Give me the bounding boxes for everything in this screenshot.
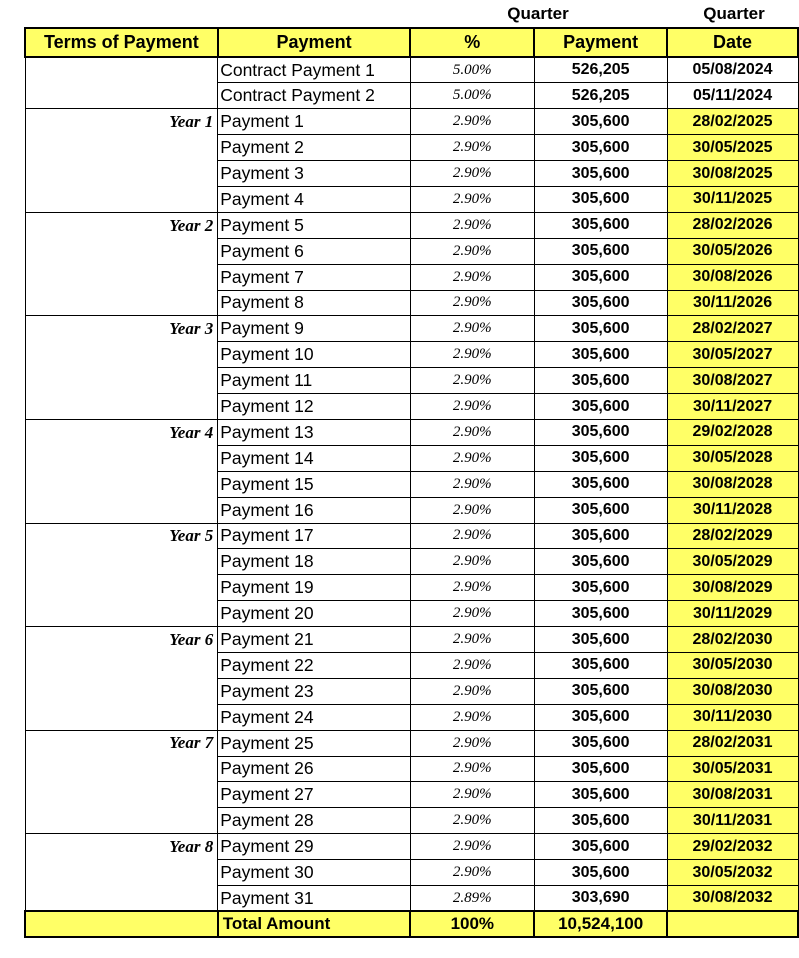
payment-name-cell: Payment 16 <box>218 497 411 523</box>
percent-cell: 2.90% <box>410 316 534 342</box>
date-cell: 30/11/2026 <box>667 290 798 316</box>
term-cell <box>25 368 218 394</box>
date-cell: 28/02/2029 <box>667 523 798 549</box>
percent-cell: 2.90% <box>410 135 534 161</box>
term-cell: Year 5 <box>25 523 218 549</box>
total-blank-cell <box>25 911 218 937</box>
payment-name-cell: Payment 8 <box>218 290 411 316</box>
date-cell: 30/08/2030 <box>667 678 798 704</box>
amount-cell: 305,600 <box>534 730 667 756</box>
term-cell <box>25 186 218 212</box>
amount-cell: 305,600 <box>534 238 667 264</box>
term-cell <box>25 471 218 497</box>
payment-name-cell: Payment 17 <box>218 523 411 549</box>
term-cell <box>25 860 218 886</box>
amount-cell: 526,205 <box>534 57 667 83</box>
payment-name-cell: Payment 25 <box>218 730 411 756</box>
term-cell <box>25 497 218 523</box>
term-cell <box>25 238 218 264</box>
quarter-date-label: Quarter <box>703 4 765 23</box>
percent-cell: 2.90% <box>410 445 534 471</box>
percent-cell: 2.90% <box>410 523 534 549</box>
date-cell: 30/11/2030 <box>667 704 798 730</box>
term-cell <box>25 135 218 161</box>
term-cell <box>25 342 218 368</box>
amount-cell: 305,600 <box>534 264 667 290</box>
payment-name-cell: Payment 12 <box>218 394 411 420</box>
amount-cell: 305,600 <box>534 186 667 212</box>
table-row <box>25 782 798 808</box>
percent-cell: 5.00% <box>410 57 534 83</box>
payment-name-cell: Payment 24 <box>218 704 411 730</box>
payment-name-cell: Payment 19 <box>218 575 411 601</box>
payment-name-cell: Payment 29 <box>218 834 411 860</box>
table-row <box>25 627 798 653</box>
payment-name-cell: Payment 6 <box>218 238 411 264</box>
table-row <box>25 549 798 575</box>
term-cell <box>25 601 218 627</box>
total-percent: 100% <box>410 911 534 937</box>
payment-name-cell: Payment 26 <box>218 756 411 782</box>
payment-name-cell: Payment 11 <box>218 368 411 394</box>
amount-cell: 303,690 <box>534 886 667 912</box>
date-cell: 30/11/2029 <box>667 601 798 627</box>
percent-cell: 2.90% <box>410 471 534 497</box>
date-cell: 30/05/2026 <box>667 238 798 264</box>
percent-cell: 2.90% <box>410 860 534 886</box>
term-cell: Year 3 <box>25 316 218 342</box>
percent-cell: 2.90% <box>410 834 534 860</box>
date-cell: 30/08/2027 <box>667 368 798 394</box>
table-row <box>25 368 798 394</box>
amount-cell: 305,600 <box>534 652 667 678</box>
date-cell: 30/08/2025 <box>667 161 798 187</box>
payment-name-cell: Payment 30 <box>218 860 411 886</box>
date-cell: 30/11/2031 <box>667 808 798 834</box>
date-cell: 30/08/2032 <box>667 886 798 912</box>
amount-cell: 305,600 <box>534 704 667 730</box>
amount-cell: 305,600 <box>534 860 667 886</box>
amount-cell: 305,600 <box>534 834 667 860</box>
percent-cell: 2.90% <box>410 549 534 575</box>
amount-cell: 305,600 <box>534 756 667 782</box>
term-cell <box>25 290 218 316</box>
table-row <box>25 109 798 135</box>
table-row <box>25 264 798 290</box>
table-body <box>25 57 798 911</box>
table-row <box>25 445 798 471</box>
date-cell: 30/05/2030 <box>667 652 798 678</box>
percent-cell: 2.90% <box>410 756 534 782</box>
header-percent: % <box>410 28 534 57</box>
percent-cell: 2.90% <box>410 678 534 704</box>
amount-cell: 305,600 <box>534 316 667 342</box>
date-cell: 05/08/2024 <box>667 57 798 83</box>
percent-cell: 2.90% <box>410 212 534 238</box>
percent-cell: 2.90% <box>410 238 534 264</box>
date-cell: 28/02/2026 <box>667 212 798 238</box>
amount-cell: 305,600 <box>534 549 667 575</box>
term-cell <box>25 756 218 782</box>
payment-name-cell: Payment 23 <box>218 678 411 704</box>
percent-cell: 2.90% <box>410 704 534 730</box>
payment-name-cell: Payment 15 <box>218 471 411 497</box>
date-cell: 30/05/2032 <box>667 860 798 886</box>
quarter-payment-label: Quarter <box>507 4 569 23</box>
percent-cell: 2.90% <box>410 186 534 212</box>
term-cell <box>25 575 218 601</box>
percent-cell: 2.90% <box>410 575 534 601</box>
date-cell: 30/05/2028 <box>667 445 798 471</box>
total-row <box>25 911 798 937</box>
payment-name-cell: Payment 13 <box>218 419 411 445</box>
payment-name-cell: Payment 9 <box>218 316 411 342</box>
date-cell: 30/08/2031 <box>667 782 798 808</box>
percent-cell: 2.90% <box>410 730 534 756</box>
payment-schedule-table <box>24 27 799 938</box>
table-row <box>25 186 798 212</box>
percent-cell: 2.90% <box>410 808 534 834</box>
table-row <box>25 57 798 83</box>
term-cell: Year 1 <box>25 109 218 135</box>
date-cell: 29/02/2032 <box>667 834 798 860</box>
table-row <box>25 83 798 109</box>
table-row <box>25 704 798 730</box>
percent-cell: 2.90% <box>410 290 534 316</box>
term-cell <box>25 704 218 730</box>
header-row <box>25 28 798 57</box>
table-row <box>25 652 798 678</box>
percent-cell: 2.90% <box>410 394 534 420</box>
amount-cell: 305,600 <box>534 471 667 497</box>
payment-name-cell: Payment 3 <box>218 161 411 187</box>
term-cell: Year 7 <box>25 730 218 756</box>
amount-cell: 305,600 <box>534 678 667 704</box>
payment-name-cell: Contract Payment 2 <box>218 83 411 109</box>
date-cell: 28/02/2030 <box>667 627 798 653</box>
term-cell <box>25 264 218 290</box>
total-amount: 10,524,100 <box>534 911 667 937</box>
amount-cell: 526,205 <box>534 83 667 109</box>
payment-name-cell: Payment 2 <box>218 135 411 161</box>
payment-name-cell: Payment 10 <box>218 342 411 368</box>
date-cell: 30/05/2029 <box>667 549 798 575</box>
payment-name-cell: Payment 7 <box>218 264 411 290</box>
table-row <box>25 886 798 912</box>
header-terms-of-payment: Terms of Payment <box>25 28 218 57</box>
term-cell <box>25 549 218 575</box>
table-row <box>25 497 798 523</box>
term-cell <box>25 886 218 912</box>
table-row <box>25 575 798 601</box>
amount-cell: 305,600 <box>534 109 667 135</box>
payment-name-cell: Payment 28 <box>218 808 411 834</box>
date-cell: 28/02/2031 <box>667 730 798 756</box>
percent-cell: 5.00% <box>410 83 534 109</box>
table-row <box>25 756 798 782</box>
amount-cell: 305,600 <box>534 627 667 653</box>
percent-cell: 2.90% <box>410 782 534 808</box>
payment-name-cell: Payment 5 <box>218 212 411 238</box>
date-cell: 30/11/2028 <box>667 497 798 523</box>
table-row <box>25 678 798 704</box>
amount-cell: 305,600 <box>534 135 667 161</box>
date-cell: 28/02/2027 <box>667 316 798 342</box>
term-cell: Year 2 <box>25 212 218 238</box>
term-cell <box>25 445 218 471</box>
payment-name-cell: Payment 22 <box>218 652 411 678</box>
amount-cell: 305,600 <box>534 342 667 368</box>
payment-name-cell: Payment 27 <box>218 782 411 808</box>
percent-cell: 2.90% <box>410 342 534 368</box>
date-cell: 30/08/2026 <box>667 264 798 290</box>
term-cell <box>25 678 218 704</box>
table-row <box>25 342 798 368</box>
table-row <box>25 394 798 420</box>
table-row <box>25 238 798 264</box>
table-row <box>25 860 798 886</box>
term-cell <box>25 57 218 83</box>
date-cell: 30/11/2025 <box>667 186 798 212</box>
amount-cell: 305,600 <box>534 445 667 471</box>
amount-cell: 305,600 <box>534 419 667 445</box>
term-cell: Year 8 <box>25 834 218 860</box>
percent-cell: 2.90% <box>410 497 534 523</box>
date-cell: 05/11/2024 <box>667 83 798 109</box>
total-label: Total Amount <box>218 911 411 937</box>
amount-cell: 305,600 <box>534 394 667 420</box>
term-cell <box>25 782 218 808</box>
table-row <box>25 161 798 187</box>
date-cell: 30/05/2025 <box>667 135 798 161</box>
date-cell: 29/02/2028 <box>667 419 798 445</box>
payment-name-cell: Payment 20 <box>218 601 411 627</box>
percent-cell: 2.89% <box>410 886 534 912</box>
payment-name-cell: Payment 1 <box>218 109 411 135</box>
table-row <box>25 730 798 756</box>
date-cell: 30/08/2028 <box>667 471 798 497</box>
percent-cell: 2.90% <box>410 652 534 678</box>
header-quarter-payment: Payment <box>534 28 667 57</box>
table-row <box>25 316 798 342</box>
date-cell: 30/05/2031 <box>667 756 798 782</box>
amount-cell: 305,600 <box>534 575 667 601</box>
percent-cell: 2.90% <box>410 161 534 187</box>
table-row <box>25 808 798 834</box>
date-cell: 30/05/2027 <box>667 342 798 368</box>
term-cell: Year 6 <box>25 627 218 653</box>
header-payment: Payment <box>218 28 411 57</box>
table-row <box>25 834 798 860</box>
term-cell <box>25 83 218 109</box>
amount-cell: 305,600 <box>534 808 667 834</box>
table-row <box>25 419 798 445</box>
payment-name-cell: Contract Payment 1 <box>218 57 411 83</box>
percent-cell: 2.90% <box>410 601 534 627</box>
total-date <box>667 911 798 937</box>
term-cell <box>25 161 218 187</box>
amount-cell: 305,600 <box>534 212 667 238</box>
percent-cell: 2.90% <box>410 419 534 445</box>
term-cell <box>25 808 218 834</box>
amount-cell: 305,600 <box>534 523 667 549</box>
header-quarter-date: Date <box>667 28 798 57</box>
payment-name-cell: Payment 18 <box>218 549 411 575</box>
table-row <box>25 290 798 316</box>
amount-cell: 305,600 <box>534 601 667 627</box>
percent-cell: 2.90% <box>410 368 534 394</box>
amount-cell: 305,600 <box>534 161 667 187</box>
payment-name-cell: Payment 21 <box>218 627 411 653</box>
amount-cell: 305,600 <box>534 368 667 394</box>
date-cell: 28/02/2025 <box>667 109 798 135</box>
percent-cell: 2.90% <box>410 109 534 135</box>
date-cell: 30/08/2029 <box>667 575 798 601</box>
term-cell <box>25 394 218 420</box>
table-row <box>25 601 798 627</box>
amount-cell: 305,600 <box>534 290 667 316</box>
table-row <box>25 471 798 497</box>
term-cell: Year 4 <box>25 419 218 445</box>
amount-cell: 305,600 <box>534 782 667 808</box>
percent-cell: 2.90% <box>410 264 534 290</box>
payment-name-cell: Payment 14 <box>218 445 411 471</box>
percent-cell: 2.90% <box>410 627 534 653</box>
payment-name-cell: Payment 4 <box>218 186 411 212</box>
date-cell: 30/11/2027 <box>667 394 798 420</box>
amount-cell: 305,600 <box>534 497 667 523</box>
term-cell <box>25 652 218 678</box>
table-row <box>25 523 798 549</box>
payment-name-cell: Payment 31 <box>218 886 411 912</box>
table-row <box>25 212 798 238</box>
table-row <box>25 135 798 161</box>
